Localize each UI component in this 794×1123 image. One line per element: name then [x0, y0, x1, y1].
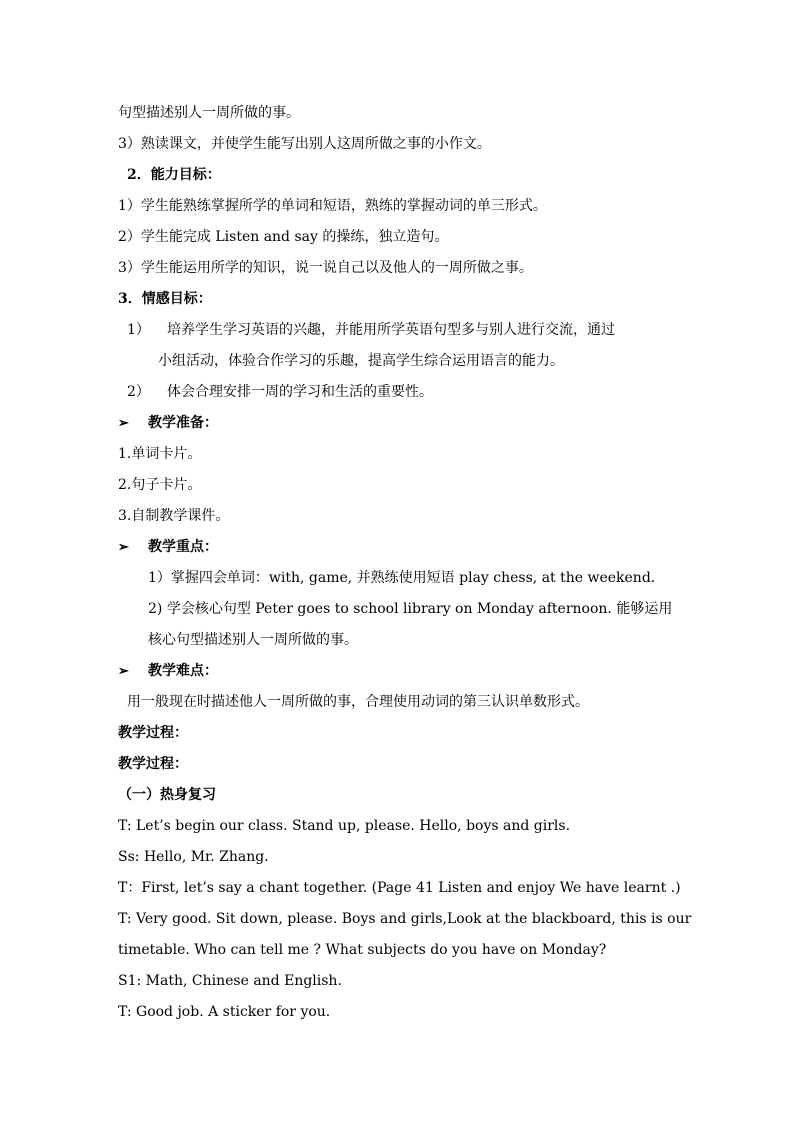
list-item — [127, 320, 615, 340]
arrow-bullet-icon: ➢ — [118, 664, 129, 679]
section-heading: ➢ 教学难点： — [118, 661, 218, 681]
dialogue-line: T：First, let’s say a chant together. (Page 41 Listen and enjoy We have learnt .) — [118, 880, 681, 896]
text-line: 句型描述别人一周所做的事。 — [118, 105, 300, 121]
text-line: 2）学生能完成 Listen and say 的操练，独立造句。 — [118, 229, 449, 245]
text-line: 2) 学会核心句型 Peter goes to school library on Monday afternoon. 能够运用 — [148, 601, 673, 617]
text-line: 用一般现在时描述他人一周所做的事，合理使用动词的第三认识单数形式。 — [127, 694, 589, 710]
arrow-bullet-icon: ➢ — [118, 540, 129, 555]
text-line: 1）学生能熟练掌握所学的单词和短语，熟练的掌握动词的单三形式。 — [118, 198, 547, 214]
dialogue-line: timetable. Who can tell me ? What subjects do you have on Monday? — [118, 942, 607, 958]
section-heading: ➢ 教学准备： — [118, 413, 218, 433]
text-line: 3）熟读课文，并使学生能写出别人这周所做之事的小作文。 — [118, 136, 491, 152]
section-heading: （一）热身复习 — [118, 787, 216, 803]
dialogue-line: T: Very good. Sit down, please. Boys and girls,Look at the blackboard, this is our — [118, 911, 692, 927]
text-line: 3.自制教学课件。 — [118, 508, 230, 524]
text-line: 3）学生能运用所学的知识，说一说自己以及他人的一周所做之事。 — [118, 260, 533, 276]
list-text: 体会合理安排一周的学习和生活的重要性。 — [167, 384, 433, 400]
text-line: 小组活动，体验合作学习的乐趣，提高学生综合运用语言的能力。 — [158, 353, 564, 369]
dialogue-line: T: Good job. A sticker for you. — [118, 1004, 331, 1020]
dialogue-line: S1: Math, Chinese and English. — [118, 973, 342, 989]
section-heading: ➢ 教学重点： — [118, 537, 218, 557]
text-line: 核心句型描述别人一周所做的事。 — [148, 632, 358, 648]
section-heading: 教学过程： — [118, 725, 188, 741]
dialogue-line: Ss: Hello, Mr. Zhang. — [118, 849, 269, 865]
arrow-bullet-icon: ➢ — [118, 416, 129, 431]
text-line: 1.单词卡片。 — [118, 446, 202, 462]
list-number: 2） — [127, 384, 150, 400]
list-text: 培养学生学习英语的兴趣，并能用所学英语句型多与别人进行交流，通过 — [167, 322, 615, 338]
section-heading: 教学过程： — [118, 756, 188, 772]
list-number: 1） — [127, 322, 150, 338]
text-line: 1）掌握四会单词：with, game, 并熟练使用短语 play chess, at the weekend. — [148, 570, 656, 586]
dialogue-line: T: Let’s begin our class. Stand up, please. Hello, boys and girls. — [118, 818, 571, 834]
text-line: 2.句子卡片。 — [118, 477, 202, 493]
section-heading: 2．能力目标： — [127, 167, 221, 183]
section-heading: 3．情感目标： — [118, 291, 212, 307]
list-item — [127, 382, 433, 402]
